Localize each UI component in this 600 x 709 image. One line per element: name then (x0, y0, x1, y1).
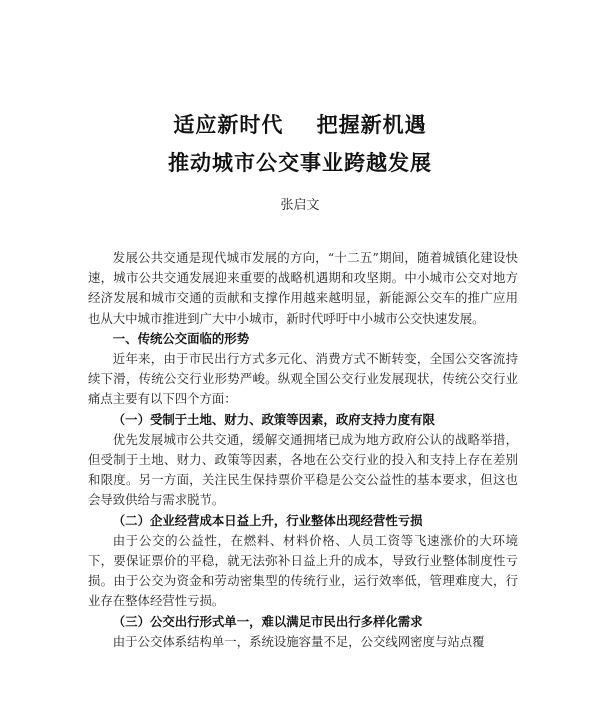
title-line-2: 推动城市公交事业跨越发展 (168, 151, 432, 175)
paragraph-1: 近年来，由于市民出行方式多元化、消费方式不断转变，全国公交客流持续下滑，传统公交行业形势严峻。纵观全国公交行业发展现状，传统公交行业痛点主要有以下四个方面： (88, 351, 518, 407)
subheading-1: （一）受制于土地、财力、政策等因素，政府支持力度有限 (112, 411, 435, 427)
subheading-2: （二）企业经营成本日益上升，行业整体出现经营性亏损 (112, 512, 423, 528)
paragraph-3: 由于公交的公益性，在燃料、材料价格、人员工资等飞速涨价的大环境下，要保证票价的平稳，就无法弥补日益上升的成本，导致行业整体制度性亏损。由于公交为资金和劳动密集型的传统行业，运行效率低，管理难度大，行业存在整体经营性亏损。 (88, 532, 518, 609)
paragraph-4: 由于公交体系结构单一，系统设施容量不足，公交线网密度与站点覆 (112, 633, 485, 649)
section-heading-1: 一、传统公交面临的形势 (112, 330, 250, 346)
author-name: 张启文 (280, 198, 320, 213)
intro-paragraph: 发展公共交通是现代城市发展的方向，“十二五”期间，随着城镇化建设快速，城市公共交通发展迎来重要的战略机遇期和攻坚期。中小城市公交对地方经济发展和城市交通的贡献和支撑作用越来越明显，新能源公交车的推广应用也从大中城市推进到广大中小城市，新时代呼吁中小城市公交快速发展。 (88, 250, 518, 326)
subheading-3: （三）公交出行形式单一，难以满足市民出行多样化需求 (112, 613, 423, 629)
title-line-1: 适应新时代 把握新机遇 (173, 113, 427, 137)
paragraph-2: 优先发展城市公共交通，缓解交通拥堵已成为地方政府公认的战略举措，但受制于土地、财力、政策等因素，各地在公交行业的投入和支持上存在差别和限度。另一方面，关注民生保持票价平稳是公交公益性的基本要求，但这也会导致供给与需求脱节。 (88, 431, 518, 508)
article-body (88, 248, 518, 652)
